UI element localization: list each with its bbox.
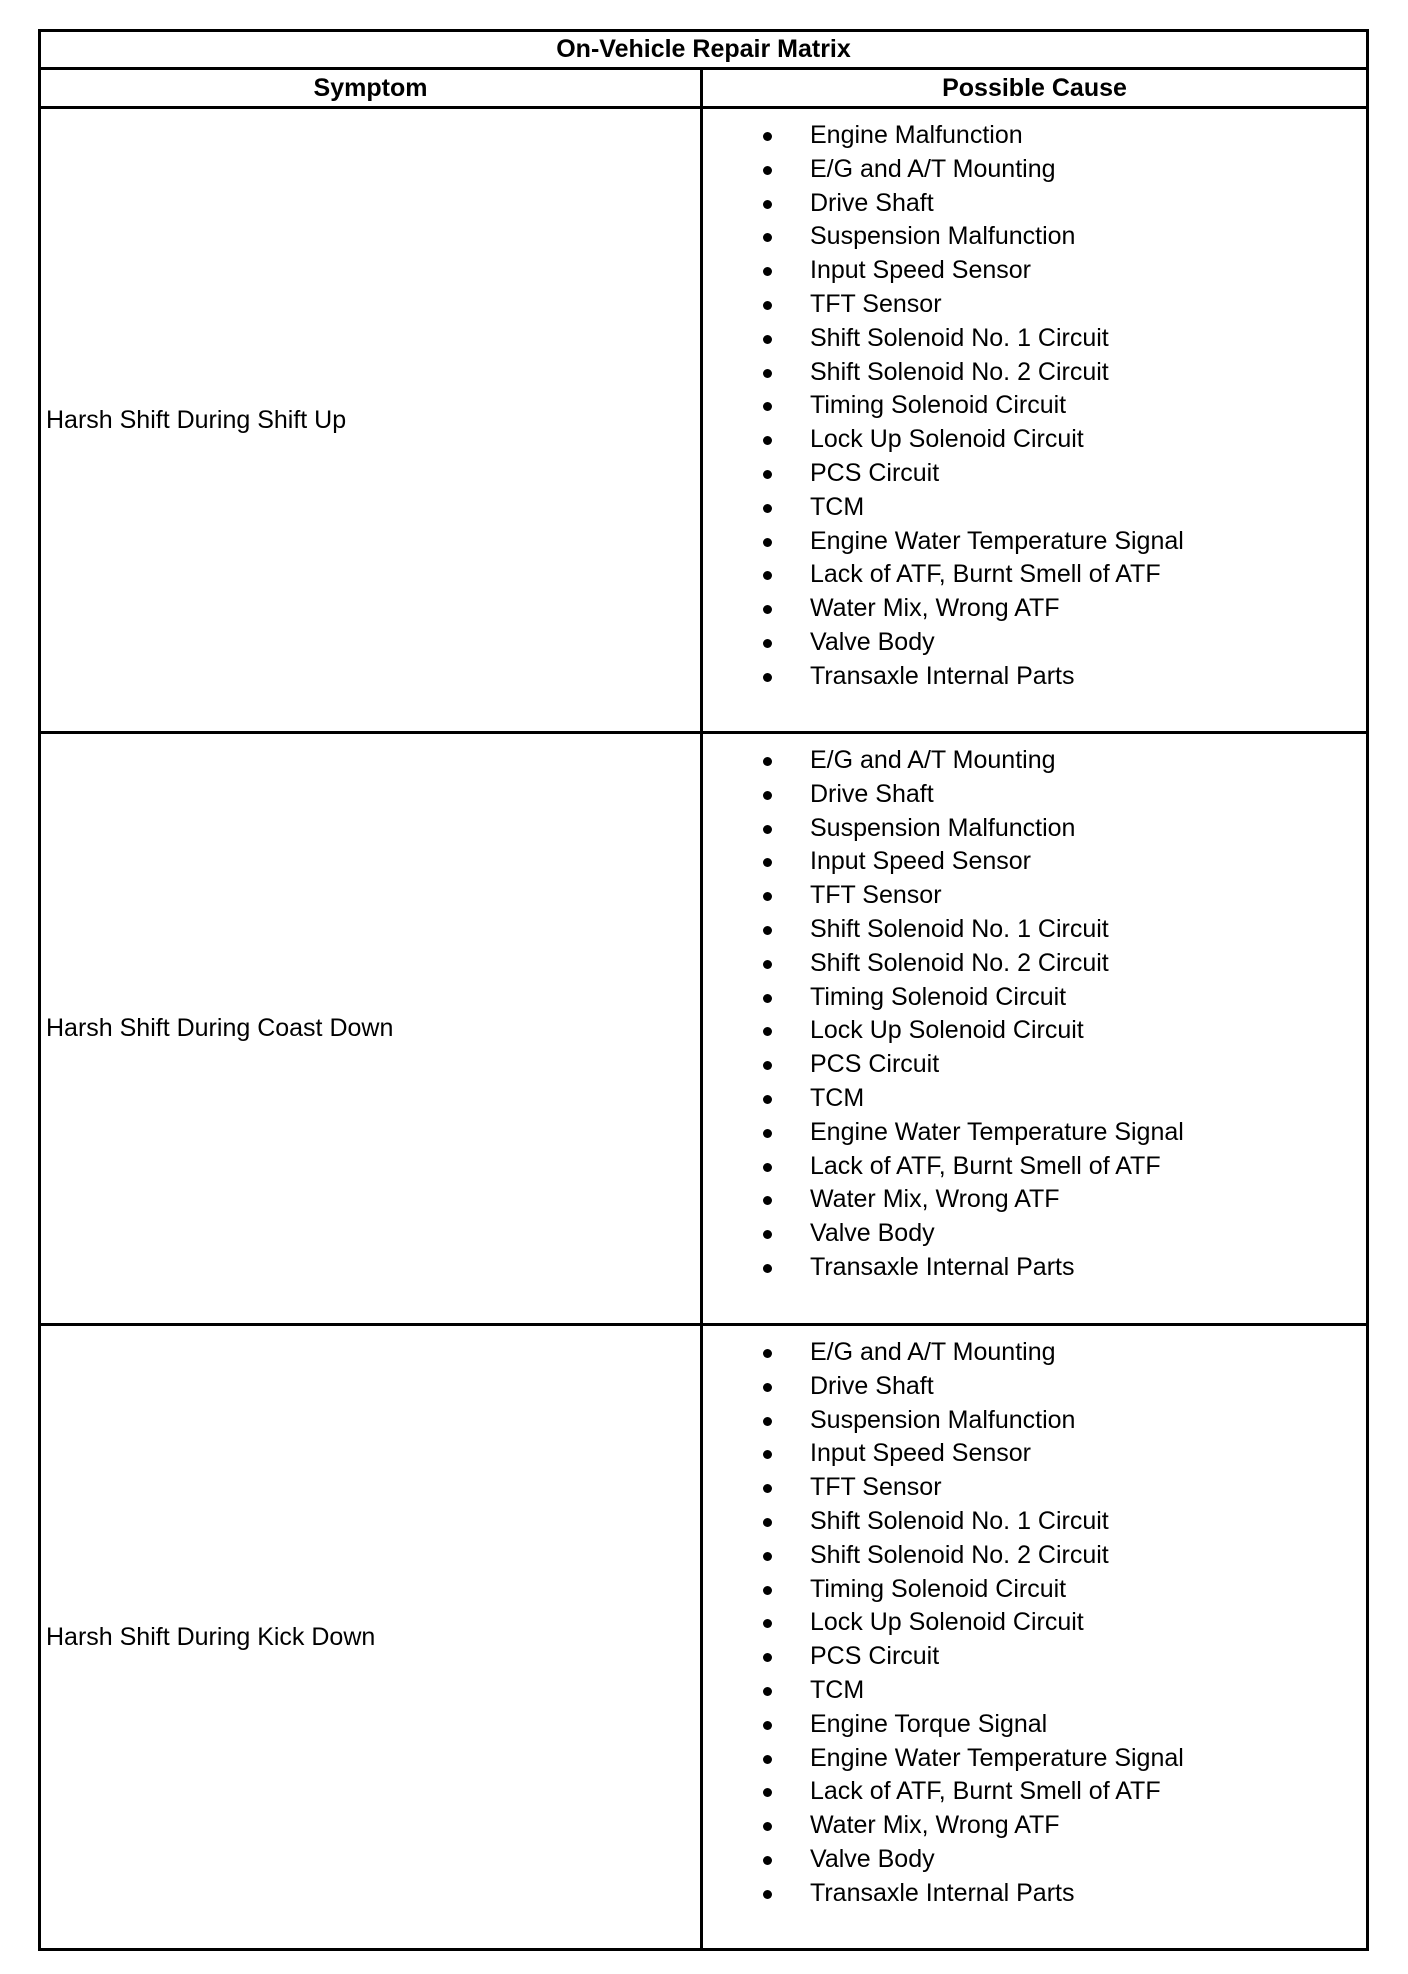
cause-list-item: TFT Sensor xyxy=(703,288,1366,322)
cause-list-item: PCS Circuit xyxy=(703,457,1366,491)
cause-list-item: Valve Body xyxy=(703,1217,1366,1251)
table-title: On-Vehicle Repair Matrix xyxy=(40,31,1368,69)
possible-cause-cell xyxy=(702,1325,1368,1950)
cause-list-item: Shift Solenoid No. 2 Circuit xyxy=(703,356,1366,390)
cause-list-item: Water Mix, Wrong ATF xyxy=(703,1809,1366,1843)
cause-list-item: TCM xyxy=(703,1674,1366,1708)
title-row xyxy=(40,31,1368,69)
header-row xyxy=(40,69,1368,108)
possible-cause-cell xyxy=(702,733,1368,1325)
table-row xyxy=(40,108,1368,733)
cause-list-item: Shift Solenoid No. 1 Circuit xyxy=(703,913,1366,947)
cause-list-item: Transaxle Internal Parts xyxy=(703,1251,1366,1285)
cause-list-item: Engine Torque Signal xyxy=(703,1708,1366,1742)
cause-list-item: TFT Sensor xyxy=(703,879,1366,913)
cause-list-item: Drive Shaft xyxy=(703,778,1366,812)
cause-list-item: Input Speed Sensor xyxy=(703,254,1366,288)
cause-list-item: Engine Water Temperature Signal xyxy=(703,525,1366,559)
cause-list-item: Drive Shaft xyxy=(703,187,1366,221)
symptom-cell: Harsh Shift During Coast Down xyxy=(40,733,702,1325)
cause-list-item: Input Speed Sensor xyxy=(703,845,1366,879)
cause-list-item: Lack of ATF, Burnt Smell of ATF xyxy=(703,558,1366,592)
cause-list-item: Valve Body xyxy=(703,626,1366,660)
cause-list-item: Water Mix, Wrong ATF xyxy=(703,1183,1366,1217)
cause-list-item: TFT Sensor xyxy=(703,1471,1366,1505)
cause-list-item: Lock Up Solenoid Circuit xyxy=(703,423,1366,457)
cause-list-item: Timing Solenoid Circuit xyxy=(703,1573,1366,1607)
cause-list-item: Shift Solenoid No. 1 Circuit xyxy=(703,322,1366,356)
repair-matrix-table xyxy=(38,29,1369,1951)
symptom-cell: Harsh Shift During Kick Down xyxy=(40,1325,702,1950)
cause-list-item: Shift Solenoid No. 1 Circuit xyxy=(703,1505,1366,1539)
cause-list-item: Engine Water Temperature Signal xyxy=(703,1742,1366,1776)
table-row xyxy=(40,733,1368,1325)
cause-list-item: Suspension Malfunction xyxy=(703,812,1366,846)
cause-list xyxy=(703,744,1366,1285)
cause-list-item: Transaxle Internal Parts xyxy=(703,1877,1366,1911)
cause-list-item: Drive Shaft xyxy=(703,1370,1366,1404)
symptom-column-header: Symptom xyxy=(40,69,702,108)
cause-list-item: Lack of ATF, Burnt Smell of ATF xyxy=(703,1775,1366,1809)
table-row xyxy=(40,1325,1368,1950)
possible-cause-column-header: Possible Cause xyxy=(702,69,1368,108)
cause-list-item: E/G and A/T Mounting xyxy=(703,153,1366,187)
cause-list-item: Input Speed Sensor xyxy=(703,1437,1366,1471)
cause-list-item: TCM xyxy=(703,1082,1366,1116)
cause-list-item: Valve Body xyxy=(703,1843,1366,1877)
possible-cause-cell xyxy=(702,108,1368,733)
cause-list-item: Engine Malfunction xyxy=(703,119,1366,153)
cause-list-item: E/G and A/T Mounting xyxy=(703,744,1366,778)
cause-list-item: Shift Solenoid No. 2 Circuit xyxy=(703,1539,1366,1573)
cause-list-item: Suspension Malfunction xyxy=(703,220,1366,254)
cause-list-item: Transaxle Internal Parts xyxy=(703,660,1366,694)
cause-list-item: TCM xyxy=(703,491,1366,525)
cause-list-item: Lock Up Solenoid Circuit xyxy=(703,1014,1366,1048)
cause-list-item: Timing Solenoid Circuit xyxy=(703,981,1366,1015)
cause-list xyxy=(703,1336,1366,1911)
cause-list-item: Timing Solenoid Circuit xyxy=(703,389,1366,423)
cause-list-item: Engine Water Temperature Signal xyxy=(703,1116,1366,1150)
cause-list-item: PCS Circuit xyxy=(703,1048,1366,1082)
cause-list-item: Lock Up Solenoid Circuit xyxy=(703,1606,1366,1640)
cause-list-item: Suspension Malfunction xyxy=(703,1404,1366,1438)
cause-list xyxy=(703,119,1366,694)
cause-list-item: Shift Solenoid No. 2 Circuit xyxy=(703,947,1366,981)
cause-list-item: Lack of ATF, Burnt Smell of ATF xyxy=(703,1150,1366,1184)
cause-list-item: Water Mix, Wrong ATF xyxy=(703,592,1366,626)
cause-list-item: E/G and A/T Mounting xyxy=(703,1336,1366,1370)
cause-list-item: PCS Circuit xyxy=(703,1640,1366,1674)
symptom-cell: Harsh Shift During Shift Up xyxy=(40,108,702,733)
